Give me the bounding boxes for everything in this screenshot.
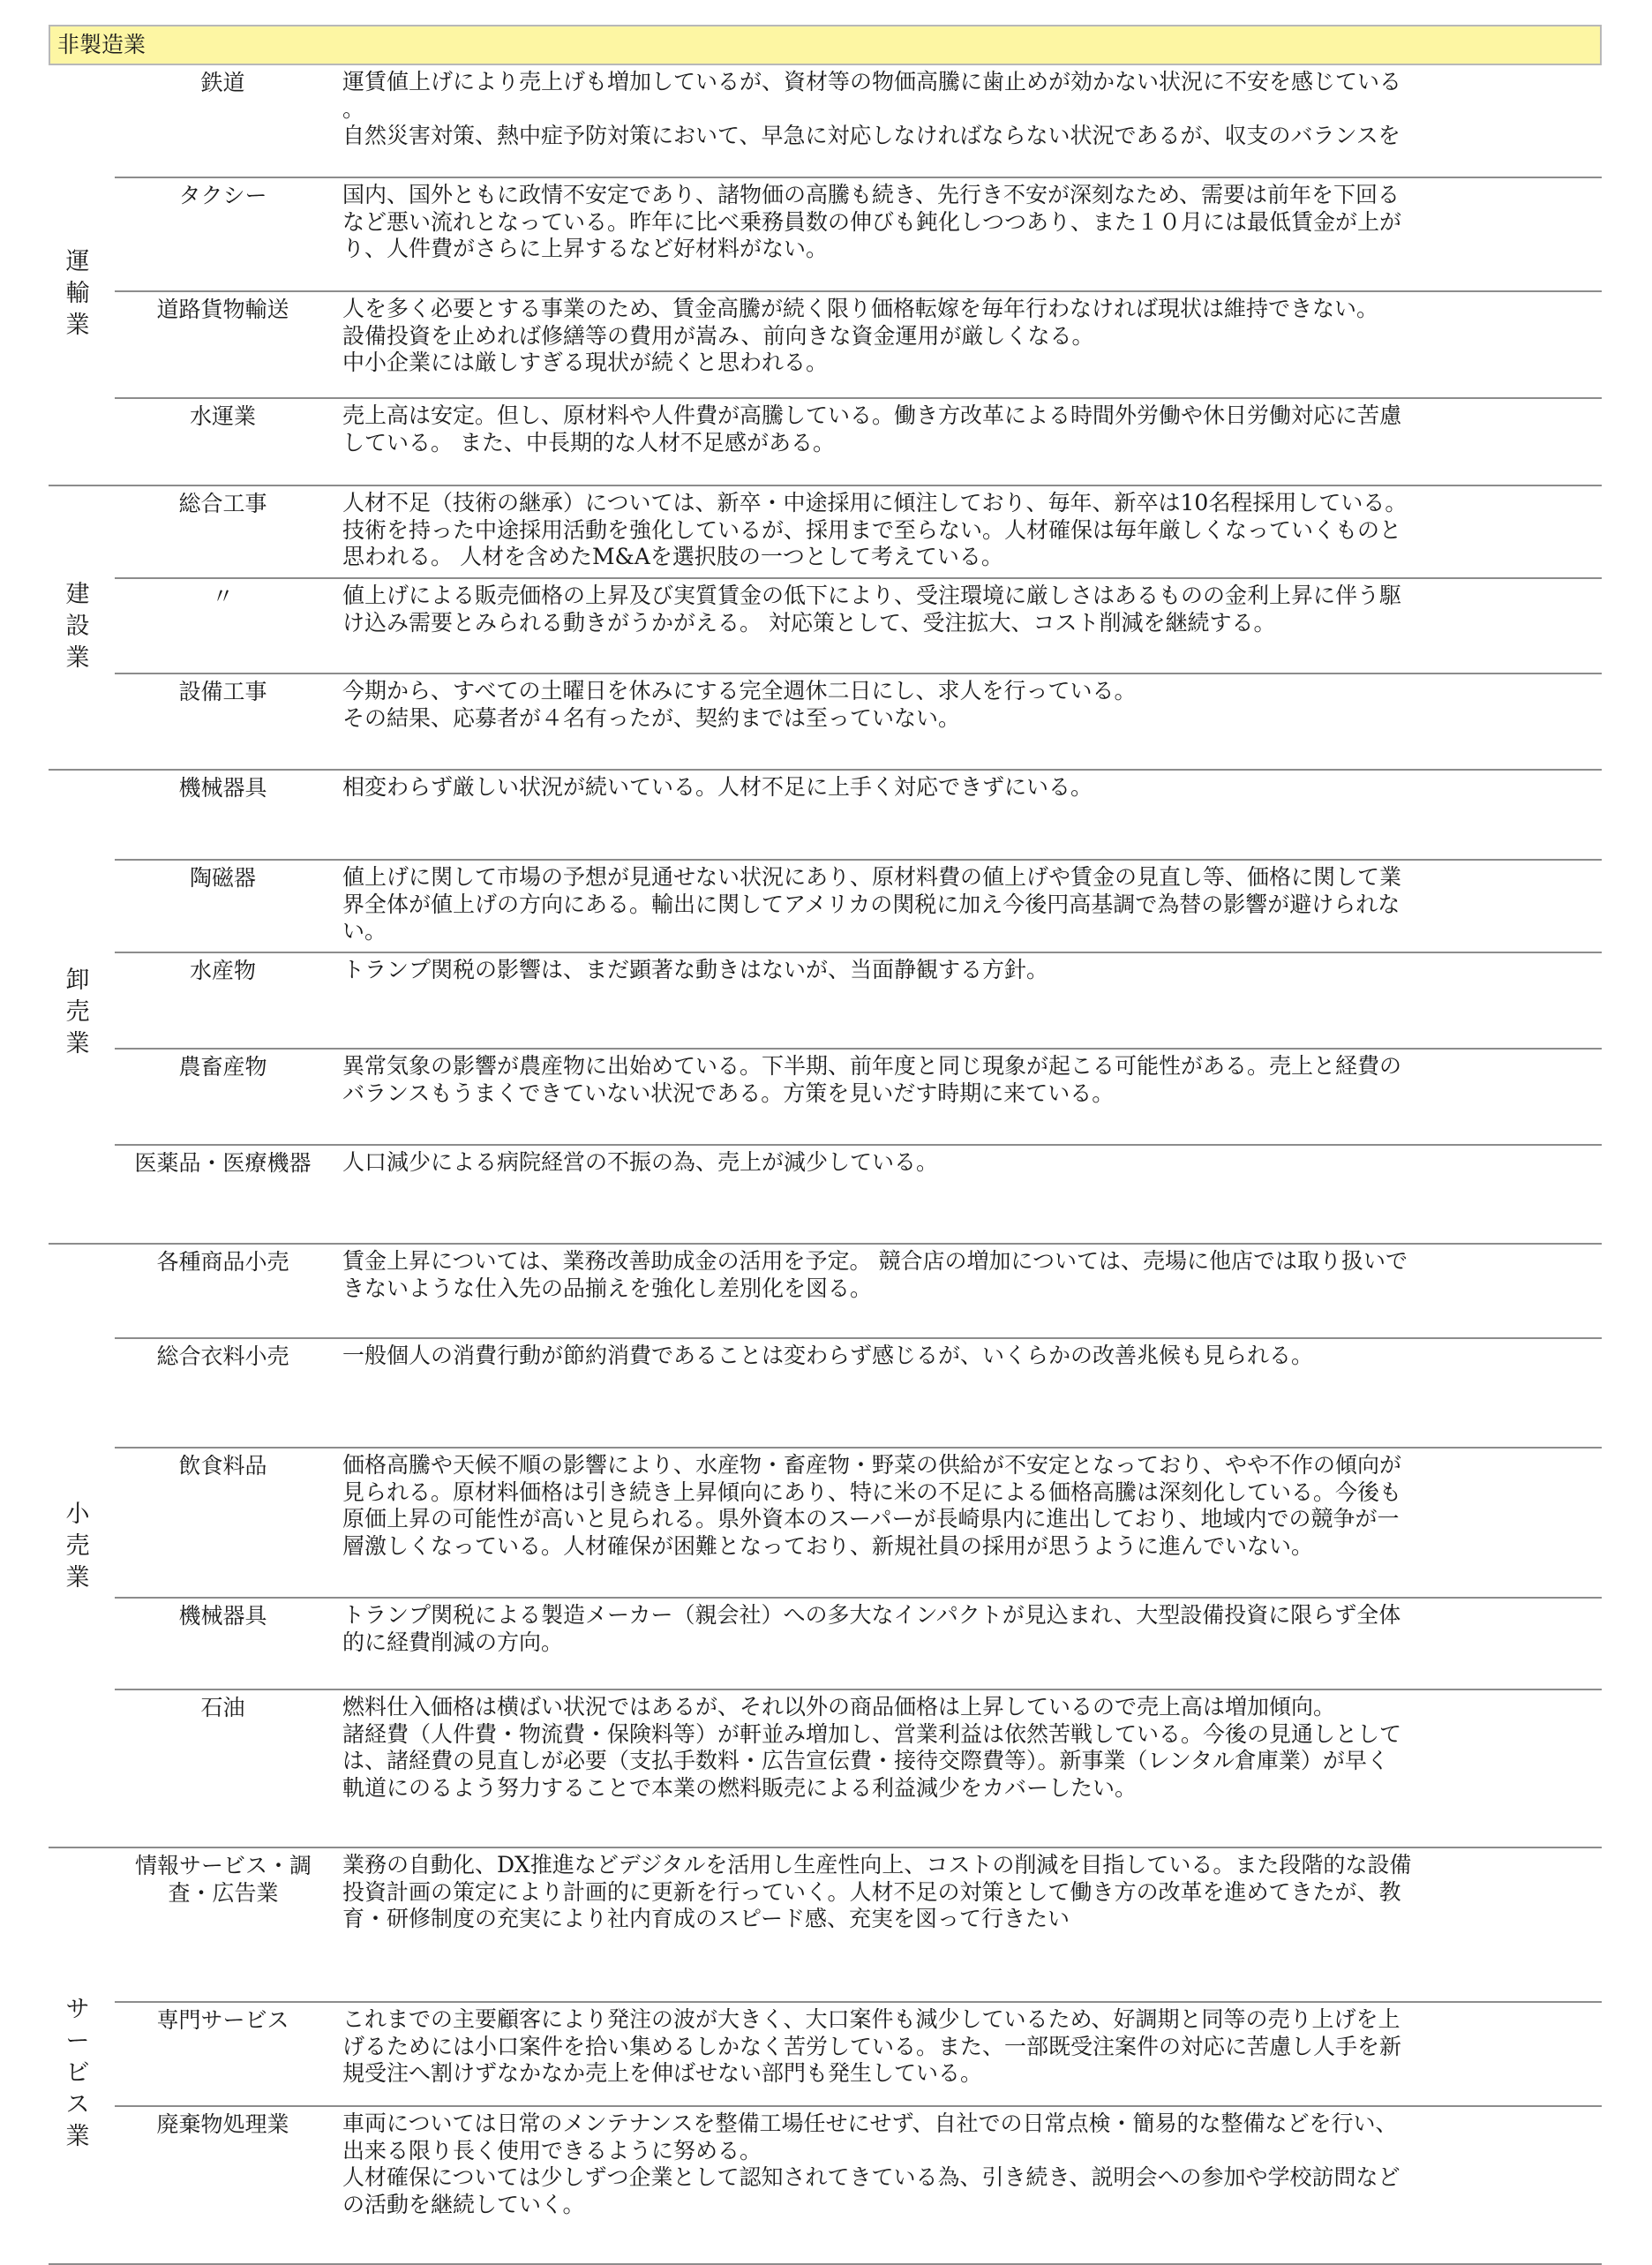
table-row	[115, 1447, 1602, 1597]
row-category: 飲食料品	[178, 1453, 267, 1479]
row-category: 情報サービス・調査・広告業	[134, 1853, 312, 1906]
row-text: これまでの主要顧客により発注の波が大きく、大口案件も減少しているため、好調期と同等の売り上げを上 げるためには小口案件を拾い集めるしかなく苦労している。また、一部既受注案件の対応に苦慮し人手を新 規受注へ割けずなかなか売上を伸ばせない部門も発生している。	[342, 2006, 1402, 2086]
row-category: 機械器具	[178, 1603, 267, 1629]
row-text: 異常気象の影響が農産物に出始めている。下半期、前年度と同じ現象が起こる可能性がある。売上と経費の バランスもうまくできていない状況である。方策を見いだす時期に来ている。	[342, 1053, 1402, 1106]
sector-label: 卸売業	[65, 967, 90, 1057]
table-row	[115, 290, 1602, 397]
row-text: 値上げに関して市場の予想が見通せない状況にあり、原材料費の値上げや賃金の見直し等、価格に関して業 界全体が値上げの方向にある。輸出に関してアメリカの関税に加え今後円高基調で為替の影響が避けられな い。	[342, 864, 1402, 944]
table-row	[115, 65, 1602, 177]
row-category: 総合工事	[178, 491, 267, 516]
row-text: 今期から、すべての土曜日を休みにする完全週休二日にし、求人を行っている。 その結果、応募者が４名有ったが、契約までは至っていない。	[342, 678, 1137, 731]
row-category: 水運業	[189, 403, 256, 429]
section-header: 非製造業	[49, 25, 1602, 65]
table-row	[115, 771, 1602, 859]
sector-services	[49, 1847, 1602, 2265]
row-text: 売上高は安定。但し、原材料や人件費が高騰している。働き方改革による時間外労働や休日労働対応に苦慮 している。 また、中長期的な人材不足感がある。	[342, 403, 1402, 455]
table-row	[115, 952, 1602, 1048]
sector-label: 小売業	[65, 1501, 90, 1592]
table-row	[115, 1245, 1602, 1337]
table-row	[115, 1337, 1602, 1447]
table-row	[115, 1597, 1602, 1689]
row-category: 廃棄物処理業	[156, 2111, 289, 2137]
row-text: 値上げによる販売価格の上昇及び実質賃金の低下により、受注環境に厳しさはあるものの金利上昇に伴う駆 け込み需要とみられる動きがうかがえる。 対応策として、受注拡大、コスト削減を継続する。	[342, 583, 1402, 636]
row-category: 〃	[211, 583, 234, 609]
row-category: 設備工事	[178, 679, 267, 704]
row-category: 機械器具	[178, 775, 267, 801]
row-text: 一般個人の消費行動が節約消費であることは変わらず感じるが、いくらかの改善兆候も見られる。	[342, 1343, 1314, 1368]
table-row	[115, 486, 1602, 577]
table-row	[115, 1848, 1602, 2001]
sector-label: 建設業	[65, 581, 90, 672]
row-text: 賃金上昇については、業務改善助成金の活用を予定。 競合店の増加については、売場に他店では取り扱いで きないような仕入先の品揃えを強化し差別化を図る。	[342, 1248, 1408, 1301]
sector-wholesale	[49, 769, 1602, 1245]
table-row	[115, 673, 1602, 771]
table-row	[115, 577, 1602, 673]
row-text: 運賃値上げにより売上げも増加しているが、資材等の物価高騰に歯止めが効かない状況に不安を感じている 。 自然災害対策、熱中症予防対策において、早急に対応しなければならない状況であるが、収支のバランスを	[342, 69, 1402, 148]
sector-transport	[49, 65, 1602, 485]
row-text: 価格高騰や天候不順の影響により、水産物・畜産物・野菜の供給が不安定となっており、やや不作の傾向が 見られる。原材料価格は引き続き上昇傾向にあり、特に米の不足による価格高騰は深刻化している。今後も 原価上昇の可能性が高いと見られる。県外資本のスーパーが長崎県内に進出しており、地域内での競争が一 層激しくなっている。人材確保が困難となっており、新規社員の採用が思うように進んでいない。	[342, 1452, 1402, 1559]
row-text: トランプ関税による製造メーカー（親会社）への多大なインパクトが見込まれ、大型設備投資に限らず全体 的に経費削減の方向。	[342, 1602, 1401, 1655]
row-category: 総合衣料小売	[156, 1343, 289, 1369]
sector-construction	[49, 485, 1602, 771]
table-row	[115, 1689, 1602, 1848]
row-category: 各種商品小売	[156, 1249, 289, 1275]
row-category: 専門サービス	[156, 2007, 289, 2033]
row-text: 人を多く必要とする事業のため、賃金高騰が続く限り価格転嫁を毎年行わなければ現状は維持できない。 設備投資を止めれば修繕等の費用が嵩み、前向きな資金運用が厳しくなる。 中小企業には厳しすぎる現状が続くと思われる。	[342, 296, 1379, 375]
row-text: 人口減少による病院経営の不振の為、売上が減少している。	[342, 1149, 939, 1175]
table-row	[115, 177, 1602, 290]
row-category: 医薬品・医療機器	[134, 1150, 312, 1176]
row-category: 水産物	[189, 958, 256, 983]
row-category: 農畜産物	[178, 1054, 267, 1080]
row-category: 鉄道	[200, 70, 245, 95]
table-row	[115, 2001, 1602, 2105]
table-row	[115, 397, 1602, 485]
row-text: 人材不足（技術の継承）については、新卒・中途採用に傾注しており、毎年、新卒は10名程採用している。 技術を持った中途採用活動を強化しているが、採用まで至らない。人材確保は毎年厳しくなっていくものと 思われる。 人材を含めたM&Aを選択肢の一つとして考えている。	[342, 490, 1408, 569]
sector-label: 運輸業	[65, 248, 90, 339]
row-category: 陶磁器	[189, 865, 256, 891]
table-row	[115, 1048, 1602, 1144]
table-row	[115, 859, 1602, 952]
row-text: 燃料仕入価格は横ばい状況ではあるが、それ以外の商品価格は上昇しているので売上高は増加傾向。 諸経費（人件費・物流費・保険料等）が軒並み増加し、営業利益は依然苦戦している。今後の見通しとして は、諸経費の見直しが必要（支払手数料・広告宣伝費・接待交際費等）。新事業（レンタル倉庫業）が早く 軌道にのるよう努力することで本業の燃料販売による利益減少をカバーしたい。	[342, 1694, 1402, 1801]
row-category: 石油	[200, 1695, 245, 1720]
sector-retail	[49, 1243, 1602, 1848]
row-text: 車両については日常のメンテナンスを整備工場任せにせず、自社での日常点検・簡易的な整備などを行い、 出来る限り長く使用できるように努める。 人材確保については少しずつ企業として認知されてきている為、引き続き、説明会への参加や学校訪問など の活動を継続していく。	[342, 2111, 1400, 2217]
table-row	[115, 1144, 1602, 1245]
table-row	[115, 2105, 1602, 2263]
row-category: 道路貨物輸送	[156, 297, 289, 322]
row-text: 相変わらず厳しい状況が続いている。人材不足に上手く対応できずにいる。	[342, 774, 1093, 800]
row-text: 業務の自動化、DX推進などデジタルを活用し生産性向上、コストの削減を目指している。また段階的な設備 投資計画の策定により計画的に更新を行っていく。人材不足の対策として働き方の改革を進めてきたが、教 育・研修制度の充実により社内育成のスピード感、充実を図って行きたい	[342, 1852, 1412, 1931]
row-text: 国内、国外ともに政情不安定であり、諸物価の高騰も続き、先行き不安が深刻なため、需要は前年を下回る など悪い流れとなっている。昨年に比べ乗務員数の伸びも鈍化しつつあり、また１０月には最低賃金が上が り、人件費がさらに上昇するなど好材料がない。	[342, 182, 1402, 261]
sector-label: サービス業	[65, 1996, 90, 2150]
row-text: トランプ関税の影響は、まだ顕著な動きはないが、当面静観する方針。	[342, 957, 1049, 982]
row-category: タクシー	[178, 183, 267, 208]
